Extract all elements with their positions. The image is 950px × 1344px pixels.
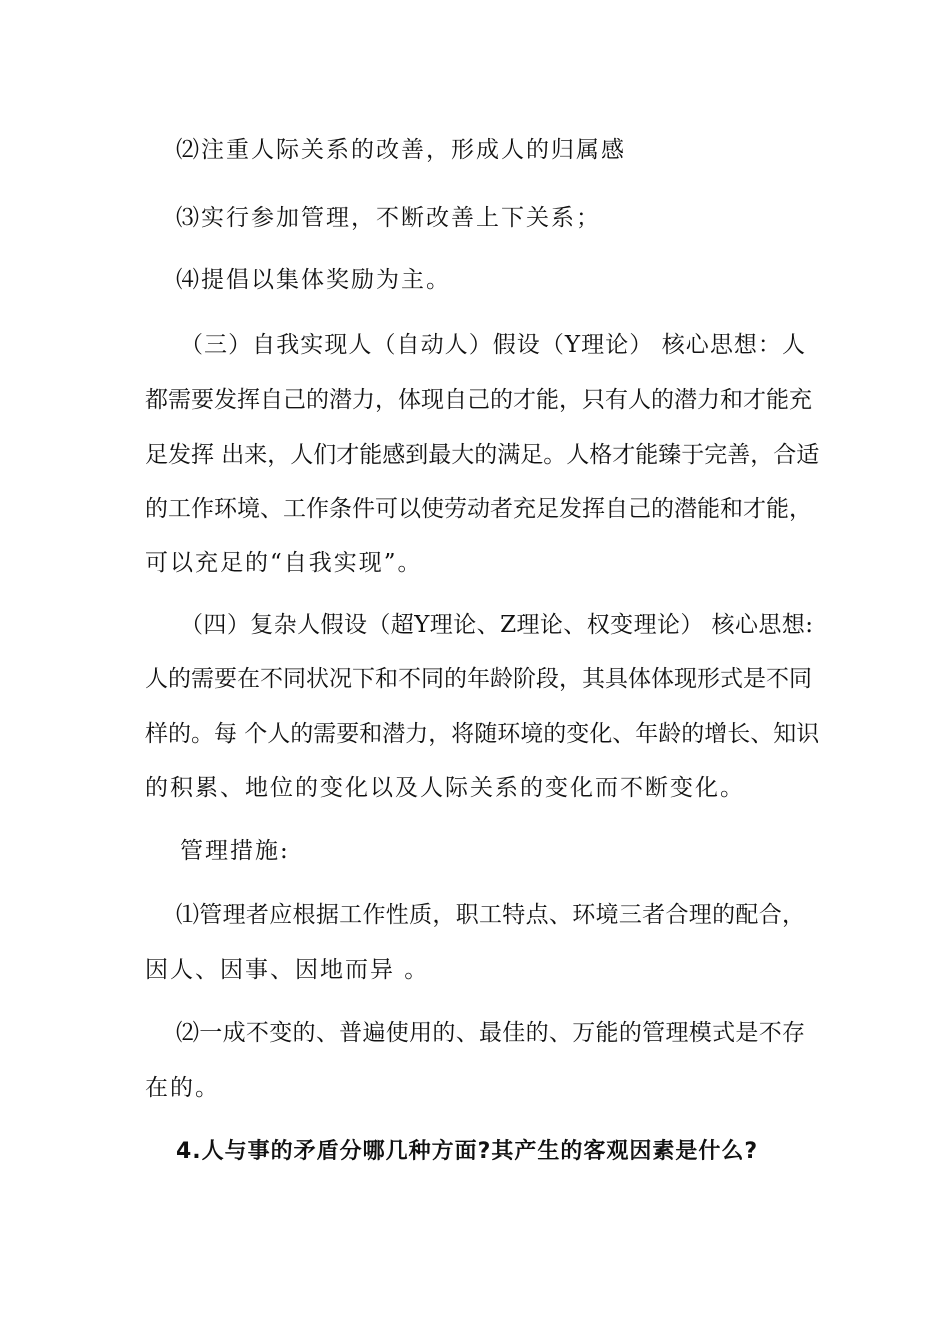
section-4-line-3: 样的。每 个人的需要和潜力，将随环境的变化、年龄的增长、知识 — [145, 721, 820, 747]
section-4-line-4: 的积累、地位的变化以及人际关系的变化而不断变化。 — [145, 775, 745, 801]
measure-1-line-2: 因人、因事、因地而异 。 — [145, 957, 430, 983]
measure-item-2: ⑵注重人际关系的改善，形成人的归属感 — [176, 137, 626, 163]
section-3-line-3: 足发挥 出来，人们才能感到最大的满足。人格才能臻于完善，合适 — [145, 442, 820, 468]
section-3-line-2: 都需要发挥自己的潜力，体现自己的才能，只有人的潜力和才能充 — [145, 387, 812, 413]
section-4-first-line: （四）复杂人假设（超Y理论、Z理论、权变理论） 核心思想: — [180, 612, 813, 638]
section-4-line-2: 人的需要在不同状况下和不同的年龄阶段，其具体体现形式是不同 — [145, 666, 812, 692]
measure-2-line-1: ⑵一成不变的、普遍使用的、最佳的、万能的管理模式是不存 — [176, 1020, 805, 1046]
question-heading: 4.人与事的矛盾分哪几种方面?其产生的客观因素是什么? — [176, 1139, 759, 1164]
measure-1-line-1: ⑴管理者应根据工作性质，职工特点、环境三者合理的配合， — [176, 902, 805, 928]
measure-item-3: ⑶实行参加管理，不断改善上下关系； — [176, 205, 601, 231]
section-3-line-5: 可以充足的“自我实现”。 — [145, 550, 423, 576]
section-3-line-4: 的工作环境、工作条件可以使劳动者充足发挥自己的潜能和才能， — [145, 496, 812, 522]
measure-2-line-2: 在的。 — [145, 1075, 220, 1101]
section-3-first-line: （三）自我实现人（自动人）假设（Y理论） 核心思想：人 — [180, 332, 805, 358]
measures-label: 管理措施: — [180, 838, 290, 864]
measure-item-4: ⑷提倡以集体奖励为主。 — [176, 267, 451, 293]
